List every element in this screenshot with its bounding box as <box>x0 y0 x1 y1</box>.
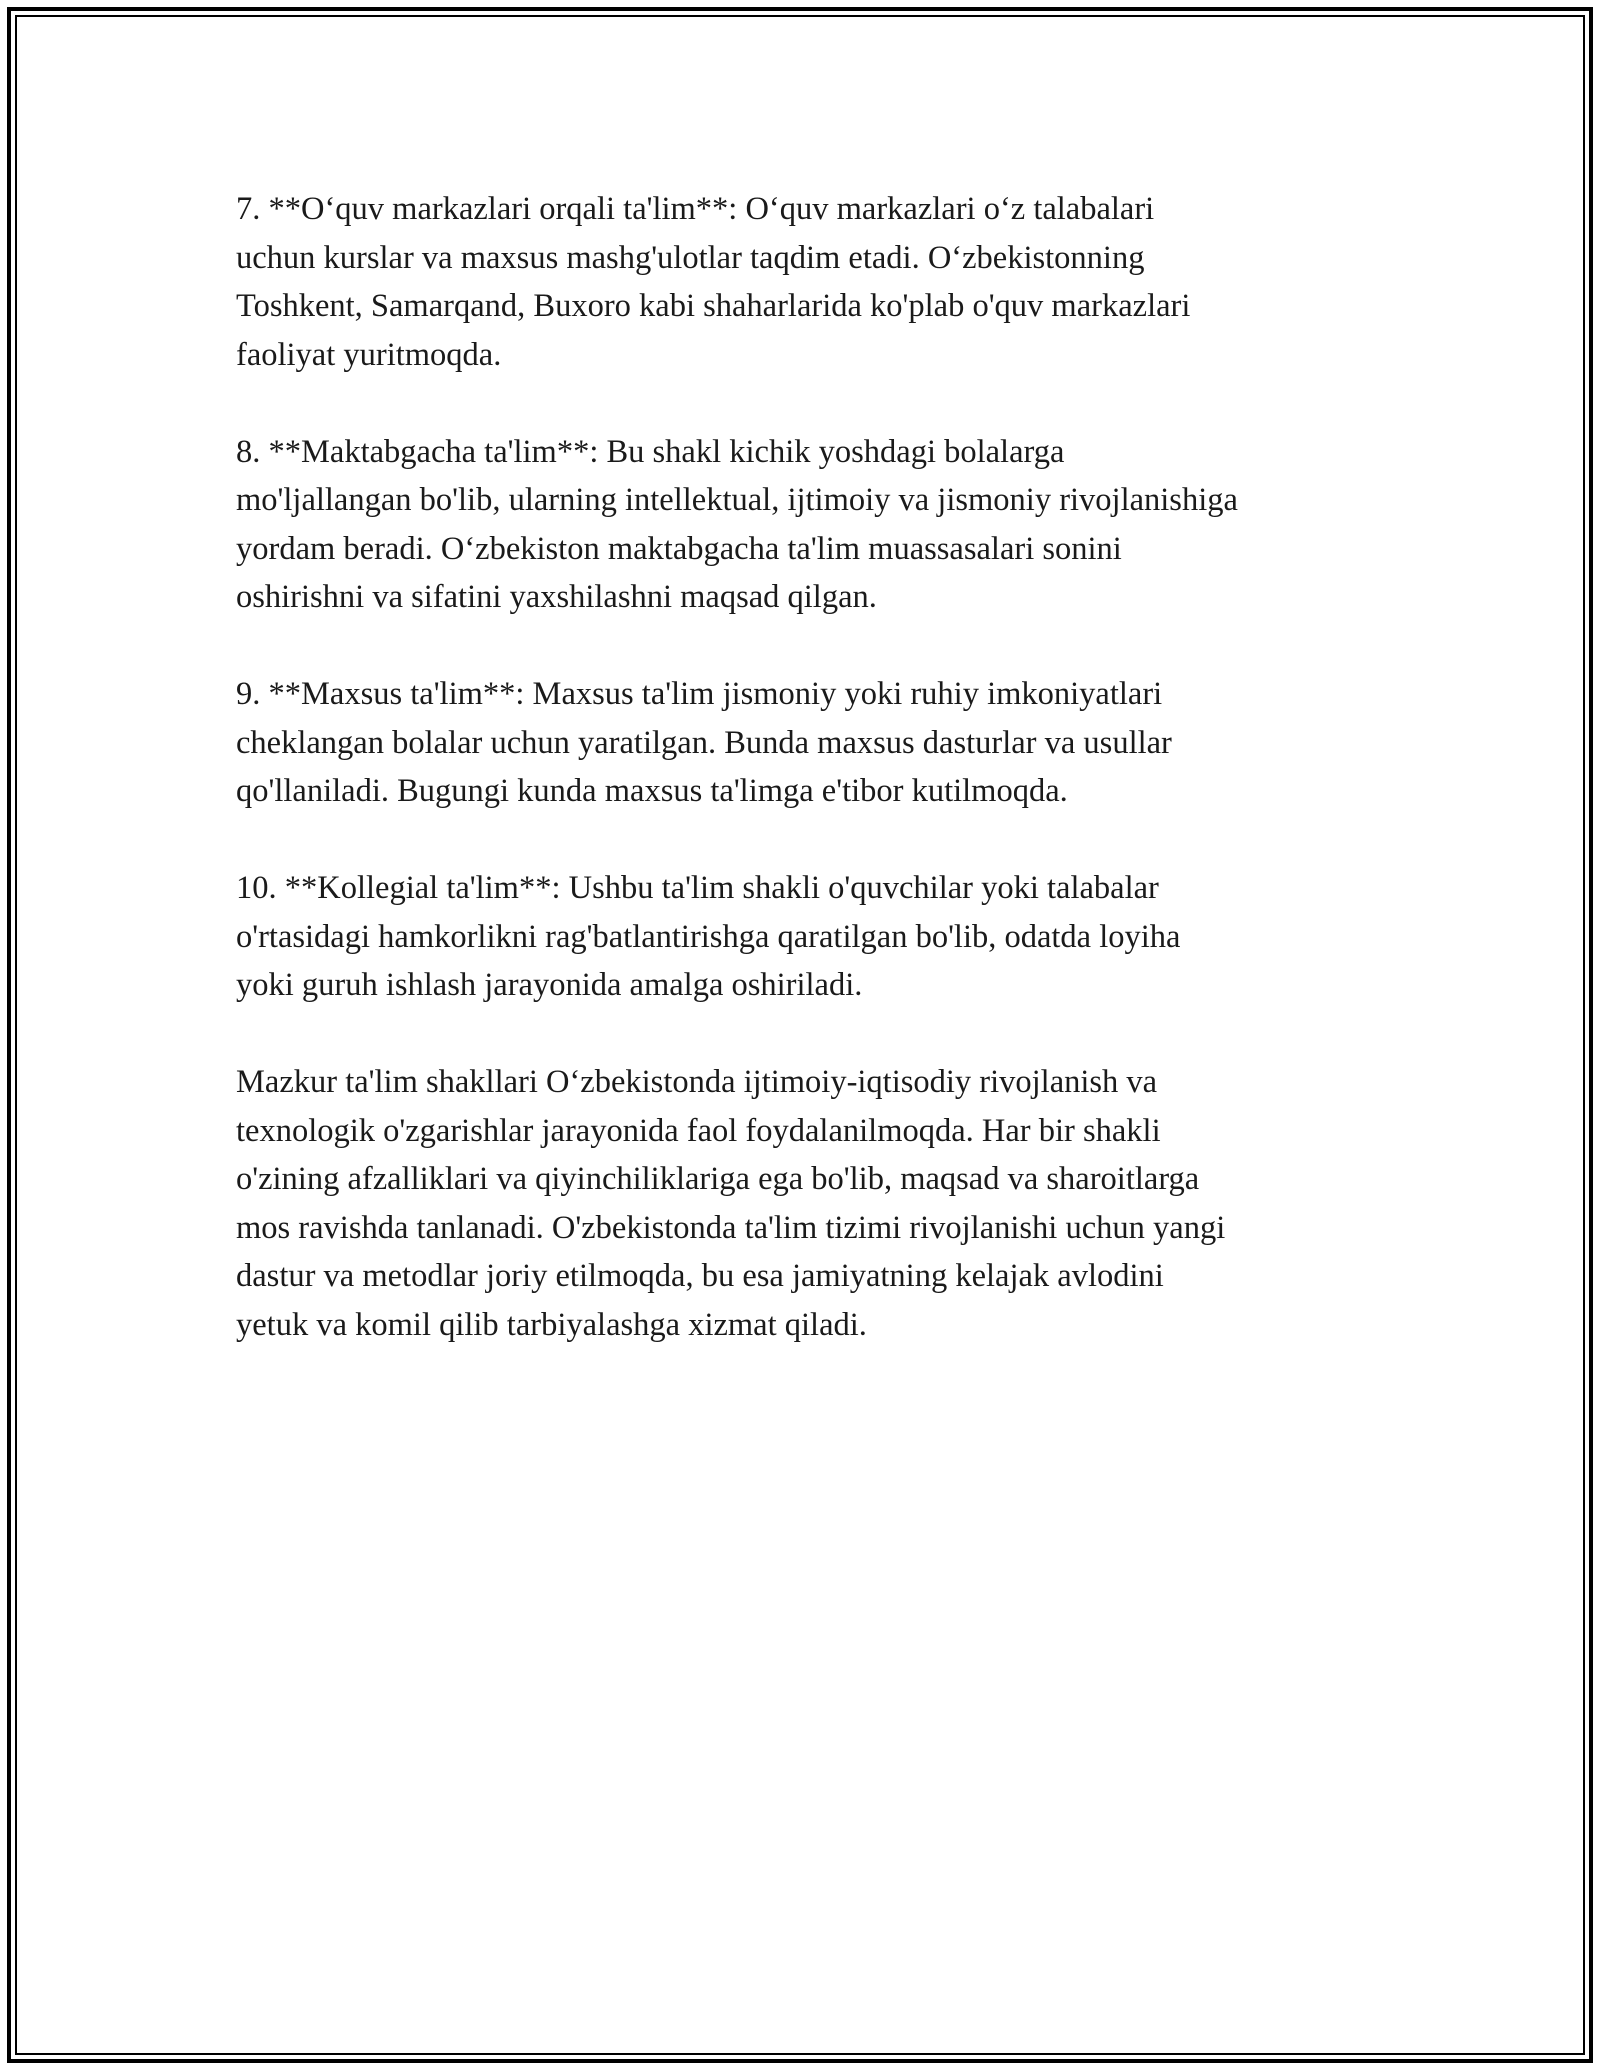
text-line: Mazkur ta'lim shakllari O‘zbekistonda ijtimoiy-iqtisodiy rivojlanish va <box>236 1064 1158 1100</box>
text-line: mo'ljallangan bo'lib, ularning intellektual, ijtimoiy va jismoniy rivojlanishiga <box>236 482 1238 518</box>
text-line: qo'llaniladi. Bugungi kunda maxsus ta'limga e'tibor kutilmoqda. <box>236 773 1068 809</box>
text-line: dastur va metodlar joriy etilmoqda, bu esa jamiyatning kelajak avlodini <box>236 1258 1164 1294</box>
text-line: yoki guruh ishlash jarayonida amalga oshiriladi. <box>236 967 863 1003</box>
text-line: cheklangan bolalar uchun yaratilgan. Bunda maxsus dasturlar va usullar <box>236 724 1172 761</box>
paragraph-conclusion <box>236 1058 1396 1349</box>
paragraph-maxsus <box>236 670 1396 816</box>
paragraph-kollegial <box>236 864 1396 1010</box>
paragraph-oquv-markazlari <box>236 185 1396 379</box>
text-line: faoliyat yuritmoqda. <box>236 336 502 373</box>
text-line: oshirishni va sifatini yaxshilashni maqsad qilgan. <box>236 579 877 615</box>
text-line: 7. **O‘quv markazlari orqali ta'lim**: O‘quv markazlari o‘z talabalari <box>236 191 1155 227</box>
text-line: Toshkent, Samarqand, Buxoro kabi shaharlarida ko'plab o'quv markazlari <box>236 288 1191 324</box>
text-line: o'rtasidagi hamkorlikni rag'batlantirishga qaratilgan bo'lib, odatda loyiha <box>236 918 1181 955</box>
text-line: o'zining afzalliklari va qiyinchiliklariga ega bo'lib, maqsad va sharoitlarga <box>236 1161 1200 1197</box>
paragraph-maktabgacha <box>236 428 1396 622</box>
text-line: 8. **Maktabgacha ta'lim**: Bu shakl kichik yoshdagi bolalarga <box>236 433 1065 470</box>
text-line: uchun kurslar va maxsus mashg'ulotlar taqdim etadi. O‘zbekistonning <box>236 239 1145 276</box>
text-line: mos ravishda tanlanadi. O'zbekistonda ta'lim tizimi rivojlanishi uchun yangi <box>236 1209 1226 1246</box>
text-line: texnologik o'zgarishlar jarayonida faol foydalanilmoqda. Har bir shakli <box>236 1112 1161 1149</box>
text-line: yordam beradi. O‘zbekiston maktabgacha ta'lim muassasalari sonini <box>236 530 1122 567</box>
text-line: yetuk va komil qilib tarbiyalashga xizmat qiladi. <box>236 1306 867 1343</box>
text-line: 10. **Kollegial ta'lim**: Ushbu ta'lim shakli o'quvchilar yoki talabalar <box>236 870 1159 906</box>
text-line: 9. **Maxsus ta'lim**: Maxsus ta'lim jismoniy yoki ruhiy imkoniyatlari <box>236 676 1163 712</box>
document-body <box>236 185 1396 1398</box>
